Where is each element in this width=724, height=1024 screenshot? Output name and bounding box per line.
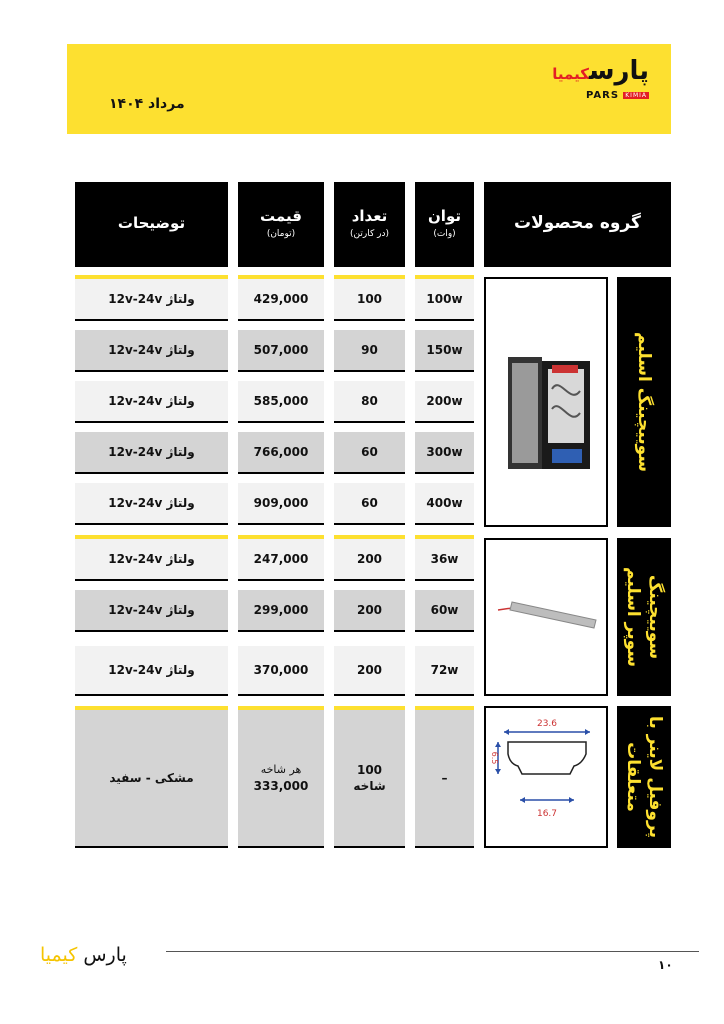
- cell-desc: ولتاژ 12v-24v: [75, 483, 228, 525]
- dim-width: 23.6: [536, 719, 558, 729]
- cell-price: 299,000: [238, 590, 324, 632]
- dim-height: 6.5: [490, 751, 499, 765]
- cell-qty: 200: [334, 646, 405, 696]
- cell-power: 200w: [415, 381, 474, 423]
- cell-qty: 100: [334, 279, 405, 321]
- footer-brand: پارس کیمیا: [40, 944, 127, 966]
- header-qty: تعداد (در کارتن): [334, 182, 405, 267]
- cell-desc: ولتاژ 12v-24v: [75, 432, 228, 474]
- footer-divider: [166, 951, 699, 952]
- group-label-switching-slim: سوییچینگ اسلیم: [617, 277, 671, 527]
- cell-price: 429,000: [238, 279, 324, 321]
- date-label: مرداد ۱۴۰۴: [109, 96, 185, 112]
- cell-desc: ولتاژ 12v-24v: [75, 539, 228, 581]
- cell-price: 247,000: [238, 539, 324, 581]
- brand-logo: [552, 56, 649, 106]
- profile-liner-diagram: [484, 706, 608, 848]
- header-power: توان (وات): [415, 182, 474, 267]
- cell-qty: 100 شاخه: [334, 706, 405, 848]
- cell-qty: 80: [334, 381, 405, 423]
- cell-qty: 60: [334, 483, 405, 525]
- cell-power: 300w: [415, 432, 474, 474]
- header-desc: توضیحات: [75, 182, 228, 267]
- page-number: ۱۰: [658, 958, 673, 972]
- cell-desc: مشکی - سفید: [75, 706, 228, 848]
- cell-power: 36w: [415, 539, 474, 581]
- switching-slim-image: [484, 277, 608, 527]
- header-group: گروه محصولات: [484, 182, 671, 267]
- cell-desc: ولتاژ 12v-24v: [75, 330, 228, 372]
- cell-power: 400w: [415, 483, 474, 525]
- cell-power: 72w: [415, 646, 474, 696]
- cell-qty: 90: [334, 330, 405, 372]
- logo-text-fa: پارسکیمیا: [552, 56, 649, 86]
- profile-section-drawing: [486, 708, 606, 846]
- cell-power: 150w: [415, 330, 474, 372]
- cell-price: هر شاخه 333,000: [238, 706, 324, 848]
- cell-desc: ولتاژ 12v-24v: [75, 646, 228, 696]
- cell-qty: 60: [334, 432, 405, 474]
- cell-power: 100w: [415, 279, 474, 321]
- super-slim-image: [484, 538, 608, 696]
- cell-qty: 200: [334, 590, 405, 632]
- cell-qty: 200: [334, 539, 405, 581]
- power-supply-illustration: [486, 279, 606, 525]
- cell-power: 60w: [415, 590, 474, 632]
- dim-inner: 16.7: [536, 809, 558, 819]
- cell-price: 585,000: [238, 381, 324, 423]
- cell-price: 909,000: [238, 483, 324, 525]
- cell-power: –: [415, 706, 474, 848]
- logo-text-en: PARS KIMIA: [585, 90, 647, 101]
- cell-price: 766,000: [238, 432, 324, 474]
- cell-desc: ولتاژ 12v-24v: [75, 279, 228, 321]
- cell-price: 507,000: [238, 330, 324, 372]
- group-label-profile-liner: پروفیل لاینر با متعلقات: [617, 706, 671, 848]
- slim-psu-illustration: [486, 540, 606, 694]
- header-price: قیمت (تومان): [238, 182, 324, 267]
- group-label-super-slim: سوییچینگ سوپر اسلیم: [617, 538, 671, 696]
- cell-desc: ولتاژ 12v-24v: [75, 381, 228, 423]
- cell-price: 370,000: [238, 646, 324, 696]
- header-banner: [67, 44, 671, 134]
- cell-desc: ولتاژ 12v-24v: [75, 590, 228, 632]
